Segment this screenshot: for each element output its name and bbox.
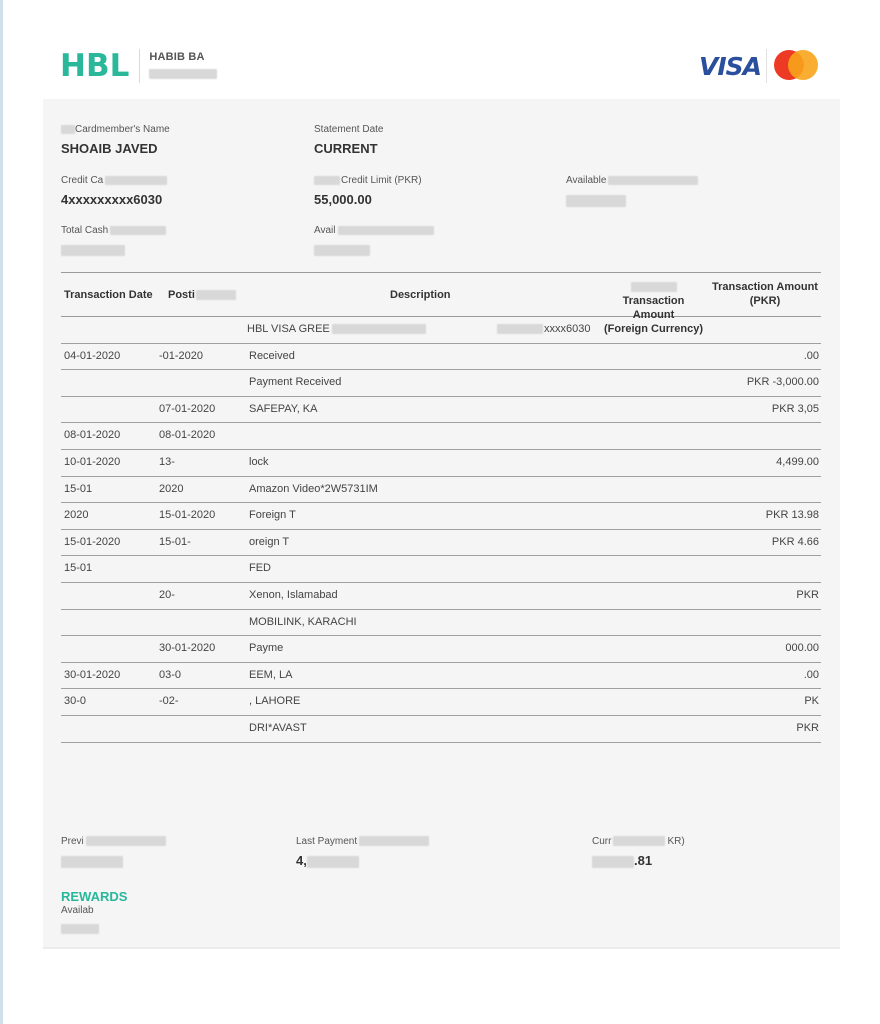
table-row — [61, 636, 821, 663]
posting-date-cell — [159, 610, 249, 635]
posting-date-cell: 30-01-2020 — [159, 642, 216, 655]
available-limit-value — [566, 192, 698, 208]
amount-foreign-cell — [606, 530, 706, 555]
rewards-available-field — [61, 905, 99, 936]
available-limit-label: Available — [566, 175, 698, 187]
last-payment-label: Last Payment — [296, 836, 429, 848]
rewards-available-label: Availab — [61, 905, 94, 916]
transaction-date-cell: 30-01-2020 — [64, 668, 121, 681]
credit-card-field — [61, 175, 167, 208]
mastercard-orange-circle — [788, 50, 818, 80]
table-row — [61, 423, 821, 450]
amount-pkr-cell: .00 — [803, 349, 819, 362]
posting-date-cell: 20- — [159, 588, 175, 601]
previous-balance-field — [61, 836, 166, 869]
amount-foreign-cell — [606, 450, 706, 475]
table-row — [61, 689, 821, 716]
posting-date-cell — [159, 716, 249, 741]
statement-date-field — [314, 124, 383, 157]
transaction-date-cell: 15-01-2020 — [64, 535, 121, 548]
left-edge — [0, 0, 3, 1024]
col-posting-date: Posti — [168, 288, 236, 302]
amount-pkr-cell: PK — [804, 695, 819, 708]
credit-limit-label: Credit Limit (PKR) — [314, 175, 422, 187]
card-brands — [694, 47, 822, 85]
transaction-date-cell — [64, 397, 144, 422]
description-cell: Received — [249, 349, 295, 362]
transaction-date-cell — [64, 636, 144, 661]
available-cash-field — [314, 225, 434, 258]
description-cell — [249, 423, 649, 448]
posting-date-cell: 03-0 — [159, 668, 182, 681]
credit-card-label: Credit Ca — [61, 175, 167, 187]
amount-pkr-cell: PKR — [796, 588, 819, 601]
amount-foreign-cell — [606, 716, 706, 741]
table-row — [61, 370, 821, 397]
transaction-date-cell — [64, 610, 144, 635]
amount-foreign-cell — [606, 583, 706, 608]
previous-balance-value — [61, 853, 166, 869]
amount-pkr-cell: 000.00 — [785, 642, 819, 655]
transaction-date-cell: 15-01 — [64, 562, 93, 575]
logo-text: HBL — [60, 48, 130, 84]
amount-pkr-cell: 4,499.00 — [776, 455, 819, 468]
transaction-date-cell — [64, 583, 144, 608]
amount-foreign-cell — [606, 556, 706, 581]
amount-pkr-cell: PKR — [796, 721, 819, 734]
posting-date-cell: -02- — [159, 695, 179, 708]
description-cell: Payment Received — [249, 376, 342, 389]
posting-date-cell: 07-01-2020 — [159, 402, 216, 415]
current-balance-value: .81 — [592, 853, 685, 869]
amount-foreign-cell — [606, 636, 706, 661]
table-row — [61, 583, 821, 610]
transaction-date-cell: 10-01-2020 — [64, 455, 121, 468]
amount-pkr-cell — [709, 477, 819, 502]
table-row — [61, 663, 821, 690]
col-amount-pkr — [711, 280, 819, 308]
hbl-logo — [60, 50, 217, 82]
amount-foreign-cell — [606, 663, 706, 688]
posting-date-cell: 13- — [159, 455, 175, 468]
amount-pkr-cell: PKR 4.66 — [771, 535, 819, 548]
transaction-date-cell: 08-01-2020 — [64, 429, 121, 442]
current-balance-label: Curr KR) — [592, 836, 685, 847]
table-row — [61, 503, 821, 530]
transaction-date-cell: 04-01-2020 — [64, 349, 121, 362]
statement-date-value: CURRENT — [314, 141, 378, 156]
card-info-row — [61, 317, 821, 344]
cardmember-value: SHOAIB JAVED — [61, 141, 158, 156]
amount-pkr-cell: .00 — [803, 668, 819, 681]
col-amount-pkr-line2: (PKR) — [749, 295, 781, 307]
last-payment-value: 4, — [296, 853, 429, 869]
posting-date-cell — [159, 556, 249, 581]
amount-foreign-cell — [606, 503, 706, 528]
table-row — [61, 530, 821, 557]
description-cell: Amazon Video*2W5731IM — [249, 482, 378, 495]
total-cash-label: Total Cash — [61, 225, 166, 237]
description-cell: lock — [249, 455, 269, 468]
amount-pkr-cell: PKR 13.98 — [765, 509, 819, 522]
available-cash-label: Avail — [314, 225, 434, 237]
previous-balance-label: Previ — [61, 836, 166, 848]
description-cell: Payme — [249, 642, 284, 655]
cardmember-field — [61, 124, 170, 157]
credit-card-value: 4xxxxxxxxx6030 — [61, 192, 163, 207]
posting-date-cell: 15-01- — [159, 535, 191, 548]
transaction-rows — [61, 344, 821, 743]
amount-foreign-cell — [606, 370, 706, 395]
statement-date-label: Statement Date — [314, 124, 384, 135]
transactions-table — [61, 272, 821, 743]
posting-date-cell: 15-01-2020 — [159, 509, 216, 522]
bank-name-block — [149, 51, 217, 82]
posting-date-cell: 08-01-2020 — [159, 429, 216, 442]
posting-date-cell: 2020 — [159, 482, 184, 495]
description-cell: SAFEPAY, KA — [249, 402, 318, 415]
posting-date-cell — [159, 370, 249, 395]
description-cell: EEM, LA — [249, 668, 293, 681]
transaction-date-cell: 2020 — [64, 509, 89, 522]
available-limit-field — [566, 175, 698, 208]
transaction-date-cell: 15-01 — [64, 482, 93, 495]
col-amount-pkr-line1: Transaction Amount — [712, 281, 818, 293]
description-cell: Foreign T — [249, 509, 296, 522]
logo-divider — [139, 49, 140, 83]
table-row — [61, 477, 821, 504]
last-payment-field — [296, 836, 429, 869]
description-cell: DRI*AVAST — [249, 721, 307, 734]
available-cash-value — [314, 242, 434, 258]
amount-foreign-cell — [606, 689, 706, 714]
card-product: HBL VISA GREE — [247, 317, 426, 342]
amount-foreign-cell — [606, 610, 706, 635]
bank-subtitle-redacted — [149, 69, 217, 79]
credit-limit-value: 55,000.00 — [314, 192, 372, 207]
description-cell: MOBILINK, KARACHI — [249, 615, 357, 628]
current-balance-field — [592, 836, 685, 869]
card-number: xxxx6030 — [497, 317, 590, 342]
rewards-title: REWARDS — [61, 889, 128, 904]
mastercard-logo — [771, 49, 821, 83]
col-amount-foreign-line1: Transaction Amount — [601, 280, 706, 322]
amount-foreign-cell — [606, 477, 706, 502]
amount-pkr-cell — [709, 556, 819, 581]
bank-name: HABIB BA — [149, 50, 205, 63]
table-row — [61, 397, 821, 424]
rewards-available-value — [61, 920, 99, 936]
cardmember-label: Cardmember's Name — [61, 124, 170, 136]
description-cell: Xenon, Islamabad — [249, 588, 338, 601]
table-row — [61, 450, 821, 477]
credit-limit-field — [314, 175, 422, 208]
col-amount-foreign-line2: (Foreign Currency) — [603, 323, 703, 335]
total-cash-value — [61, 242, 166, 258]
amount-pkr-cell: PKR -3,000.00 — [746, 376, 819, 389]
visa-logo-text: VISA — [698, 51, 761, 81]
amount-pkr-cell — [709, 423, 819, 448]
posting-date-cell: -01-2020 — [159, 349, 204, 362]
transaction-date-cell — [64, 716, 144, 741]
visa-logo — [694, 49, 767, 83]
amount-foreign-cell — [606, 344, 706, 369]
amount-foreign-cell — [606, 423, 706, 448]
description-cell: , LAHORE — [249, 695, 301, 708]
table-row — [61, 716, 821, 743]
total-cash-field — [61, 225, 166, 258]
table-row — [61, 556, 821, 583]
col-transaction-date: Transaction Date — [64, 289, 153, 301]
table-row — [61, 610, 821, 637]
table-row — [61, 344, 821, 371]
transaction-date-cell: 30-0 — [64, 695, 87, 708]
description-cell: oreign T — [249, 535, 290, 548]
amount-foreign-cell — [606, 397, 706, 422]
col-description: Description — [390, 289, 451, 301]
transaction-date-cell — [64, 370, 144, 395]
description-cell: FED — [249, 562, 271, 575]
amount-pkr-cell — [709, 610, 819, 635]
amount-pkr-cell: PKR 3,05 — [771, 402, 819, 415]
